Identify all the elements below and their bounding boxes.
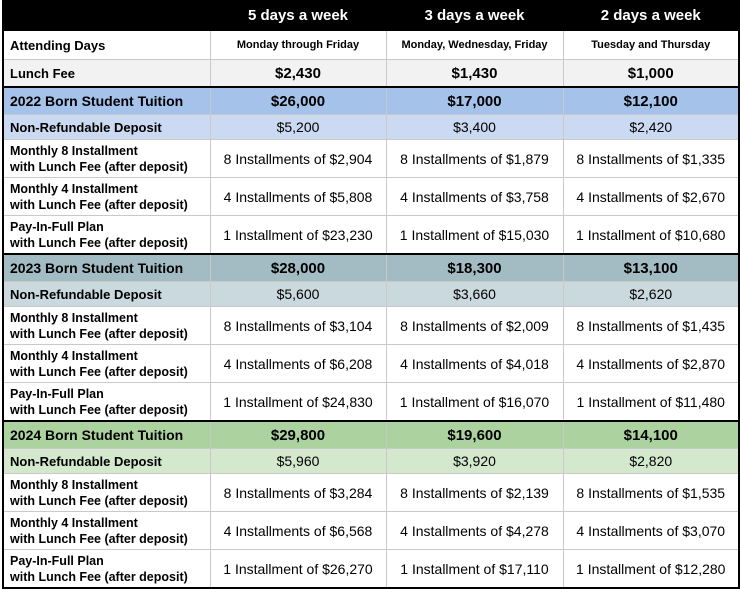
deposit-row xyxy=(3,449,739,474)
plan-label-line2: with Lunch Fee (after deposit) xyxy=(10,326,188,341)
plan-label-line2: with Lunch Fee (after deposit) xyxy=(10,235,188,250)
deposit-row xyxy=(3,282,739,307)
plan-label xyxy=(3,512,210,550)
tuition-row xyxy=(3,254,739,282)
plan-value: 4 Installments of $6,568 xyxy=(210,512,386,550)
deposit-value: $3,920 xyxy=(386,449,563,474)
header-3-days: 3 days a week xyxy=(386,1,563,31)
lunch-fee-row xyxy=(3,60,739,88)
plan-value: 4 Installments of $4,018 xyxy=(386,345,563,383)
deposit-value: $2,420 xyxy=(563,115,739,140)
plan-label xyxy=(3,307,210,345)
plan-value: 1 Installment of $15,030 xyxy=(386,216,563,255)
plan-value: 4 Installments of $6,208 xyxy=(210,345,386,383)
plan-row-monthly-4 xyxy=(3,178,739,216)
plan-label-line2: with Lunch Fee (after deposit) xyxy=(10,569,188,584)
plan-row-monthly-8 xyxy=(3,307,739,345)
tuition-value: $26,000 xyxy=(210,87,386,115)
deposit-value: $5,960 xyxy=(210,449,386,474)
plan-row-monthly-4 xyxy=(3,345,739,383)
lunch-fee-3: $1,430 xyxy=(386,60,563,88)
plan-row-pay-in-full xyxy=(3,383,739,422)
plan-row-monthly-4 xyxy=(3,512,739,550)
group-2023 xyxy=(3,254,739,421)
plan-value: 8 Installments of $1,535 xyxy=(563,474,739,512)
attending-days-3: Monday, Wednesday, Friday xyxy=(386,31,563,60)
attending-days-row xyxy=(3,31,739,60)
plan-value: 8 Installments of $1,335 xyxy=(563,140,739,178)
plan-value: 1 Installment of $17,110 xyxy=(386,550,563,589)
lunch-fee-5: $2,430 xyxy=(210,60,386,88)
plan-value: 1 Installment of $24,830 xyxy=(210,383,386,422)
plan-label-line2: with Lunch Fee (after deposit) xyxy=(10,197,188,212)
tuition-label: 2022 Born Student Tuition xyxy=(3,87,210,115)
tuition-value: $13,100 xyxy=(563,254,739,282)
plan-label-line1: Monthly 4 Installment xyxy=(10,348,138,363)
deposit-label: Non-Refundable Deposit xyxy=(3,115,210,140)
tuition-table xyxy=(2,0,740,589)
plan-label-line1: Monthly 8 Installment xyxy=(10,477,138,492)
plan-value: 1 Installment of $11,480 xyxy=(563,383,739,422)
deposit-value: $5,600 xyxy=(210,282,386,307)
plan-value: 4 Installments of $3,070 xyxy=(563,512,739,550)
tuition-label: 2024 Born Student Tuition xyxy=(3,421,210,449)
deposit-value: $3,400 xyxy=(386,115,563,140)
attending-days-2: Tuesday and Thursday xyxy=(563,31,739,60)
plan-label xyxy=(3,216,210,255)
plan-label-line1: Monthly 4 Installment xyxy=(10,515,138,530)
header-2-days: 2 days a week xyxy=(563,1,739,31)
plan-row-monthly-8 xyxy=(3,474,739,512)
plan-label-line1: Pay-In-Full Plan xyxy=(10,386,104,401)
tuition-value: $17,000 xyxy=(386,87,563,115)
plan-label xyxy=(3,140,210,178)
tuition-value: $14,100 xyxy=(563,421,739,449)
header-row xyxy=(3,1,739,31)
plan-label-line1: Pay-In-Full Plan xyxy=(10,219,104,234)
plan-value: 8 Installments of $3,104 xyxy=(210,307,386,345)
deposit-label: Non-Refundable Deposit xyxy=(3,449,210,474)
plan-value: 1 Installment of $26,270 xyxy=(210,550,386,589)
plan-value: 4 Installments of $3,758 xyxy=(386,178,563,216)
plan-row-pay-in-full xyxy=(3,216,739,255)
tuition-row xyxy=(3,421,739,449)
plan-row-monthly-8 xyxy=(3,140,739,178)
plan-value: 1 Installment of $23,230 xyxy=(210,216,386,255)
attending-days-label: Attending Days xyxy=(3,31,210,60)
group-2022 xyxy=(3,87,739,254)
header-5-days: 5 days a week xyxy=(210,1,386,31)
lunch-fee-2: $1,000 xyxy=(563,60,739,88)
group-2024 xyxy=(3,421,739,588)
plan-label xyxy=(3,178,210,216)
tuition-label: 2023 Born Student Tuition xyxy=(3,254,210,282)
tuition-value: $19,600 xyxy=(386,421,563,449)
plan-value: 4 Installments of $5,808 xyxy=(210,178,386,216)
plan-label-line2: with Lunch Fee (after deposit) xyxy=(10,402,188,417)
plan-value: 8 Installments of $1,879 xyxy=(386,140,563,178)
plan-label-line2: with Lunch Fee (after deposit) xyxy=(10,493,188,508)
plan-value: 8 Installments of $2,139 xyxy=(386,474,563,512)
plan-label xyxy=(3,383,210,422)
plan-label-line2: with Lunch Fee (after deposit) xyxy=(10,159,188,174)
deposit-value: $2,820 xyxy=(563,449,739,474)
tuition-value: $28,000 xyxy=(210,254,386,282)
deposit-value: $3,660 xyxy=(386,282,563,307)
plan-label xyxy=(3,550,210,589)
header-corner xyxy=(3,1,210,31)
plan-label-line1: Monthly 8 Installment xyxy=(10,143,138,158)
deposit-row xyxy=(3,115,739,140)
plan-label-line1: Monthly 8 Installment xyxy=(10,310,138,325)
plan-value: 8 Installments of $1,435 xyxy=(563,307,739,345)
tuition-value: $18,300 xyxy=(386,254,563,282)
deposit-value: $5,200 xyxy=(210,115,386,140)
plan-value: 4 Installments of $2,870 xyxy=(563,345,739,383)
plan-label xyxy=(3,474,210,512)
plan-value: 4 Installments of $2,670 xyxy=(563,178,739,216)
plan-label-line2: with Lunch Fee (after deposit) xyxy=(10,531,188,546)
plan-value: 8 Installments of $2,904 xyxy=(210,140,386,178)
deposit-value: $2,620 xyxy=(563,282,739,307)
plan-label-line1: Monthly 4 Installment xyxy=(10,181,138,196)
tuition-value: $12,100 xyxy=(563,87,739,115)
plan-value: 8 Installments of $3,284 xyxy=(210,474,386,512)
attending-days-5: Monday through Friday xyxy=(210,31,386,60)
lunch-fee-label: Lunch Fee xyxy=(3,60,210,88)
plan-row-pay-in-full xyxy=(3,550,739,589)
tuition-value: $29,800 xyxy=(210,421,386,449)
plan-label xyxy=(3,345,210,383)
plan-value: 1 Installment of $12,280 xyxy=(563,550,739,589)
plan-label-line1: Pay-In-Full Plan xyxy=(10,553,104,568)
plan-label-line2: with Lunch Fee (after deposit) xyxy=(10,364,188,379)
plan-value: 4 Installments of $4,278 xyxy=(386,512,563,550)
plan-value: 8 Installments of $2,009 xyxy=(386,307,563,345)
tuition-row xyxy=(3,87,739,115)
deposit-label: Non-Refundable Deposit xyxy=(3,282,210,307)
plan-value: 1 Installment of $10,680 xyxy=(563,216,739,255)
plan-value: 1 Installment of $16,070 xyxy=(386,383,563,422)
